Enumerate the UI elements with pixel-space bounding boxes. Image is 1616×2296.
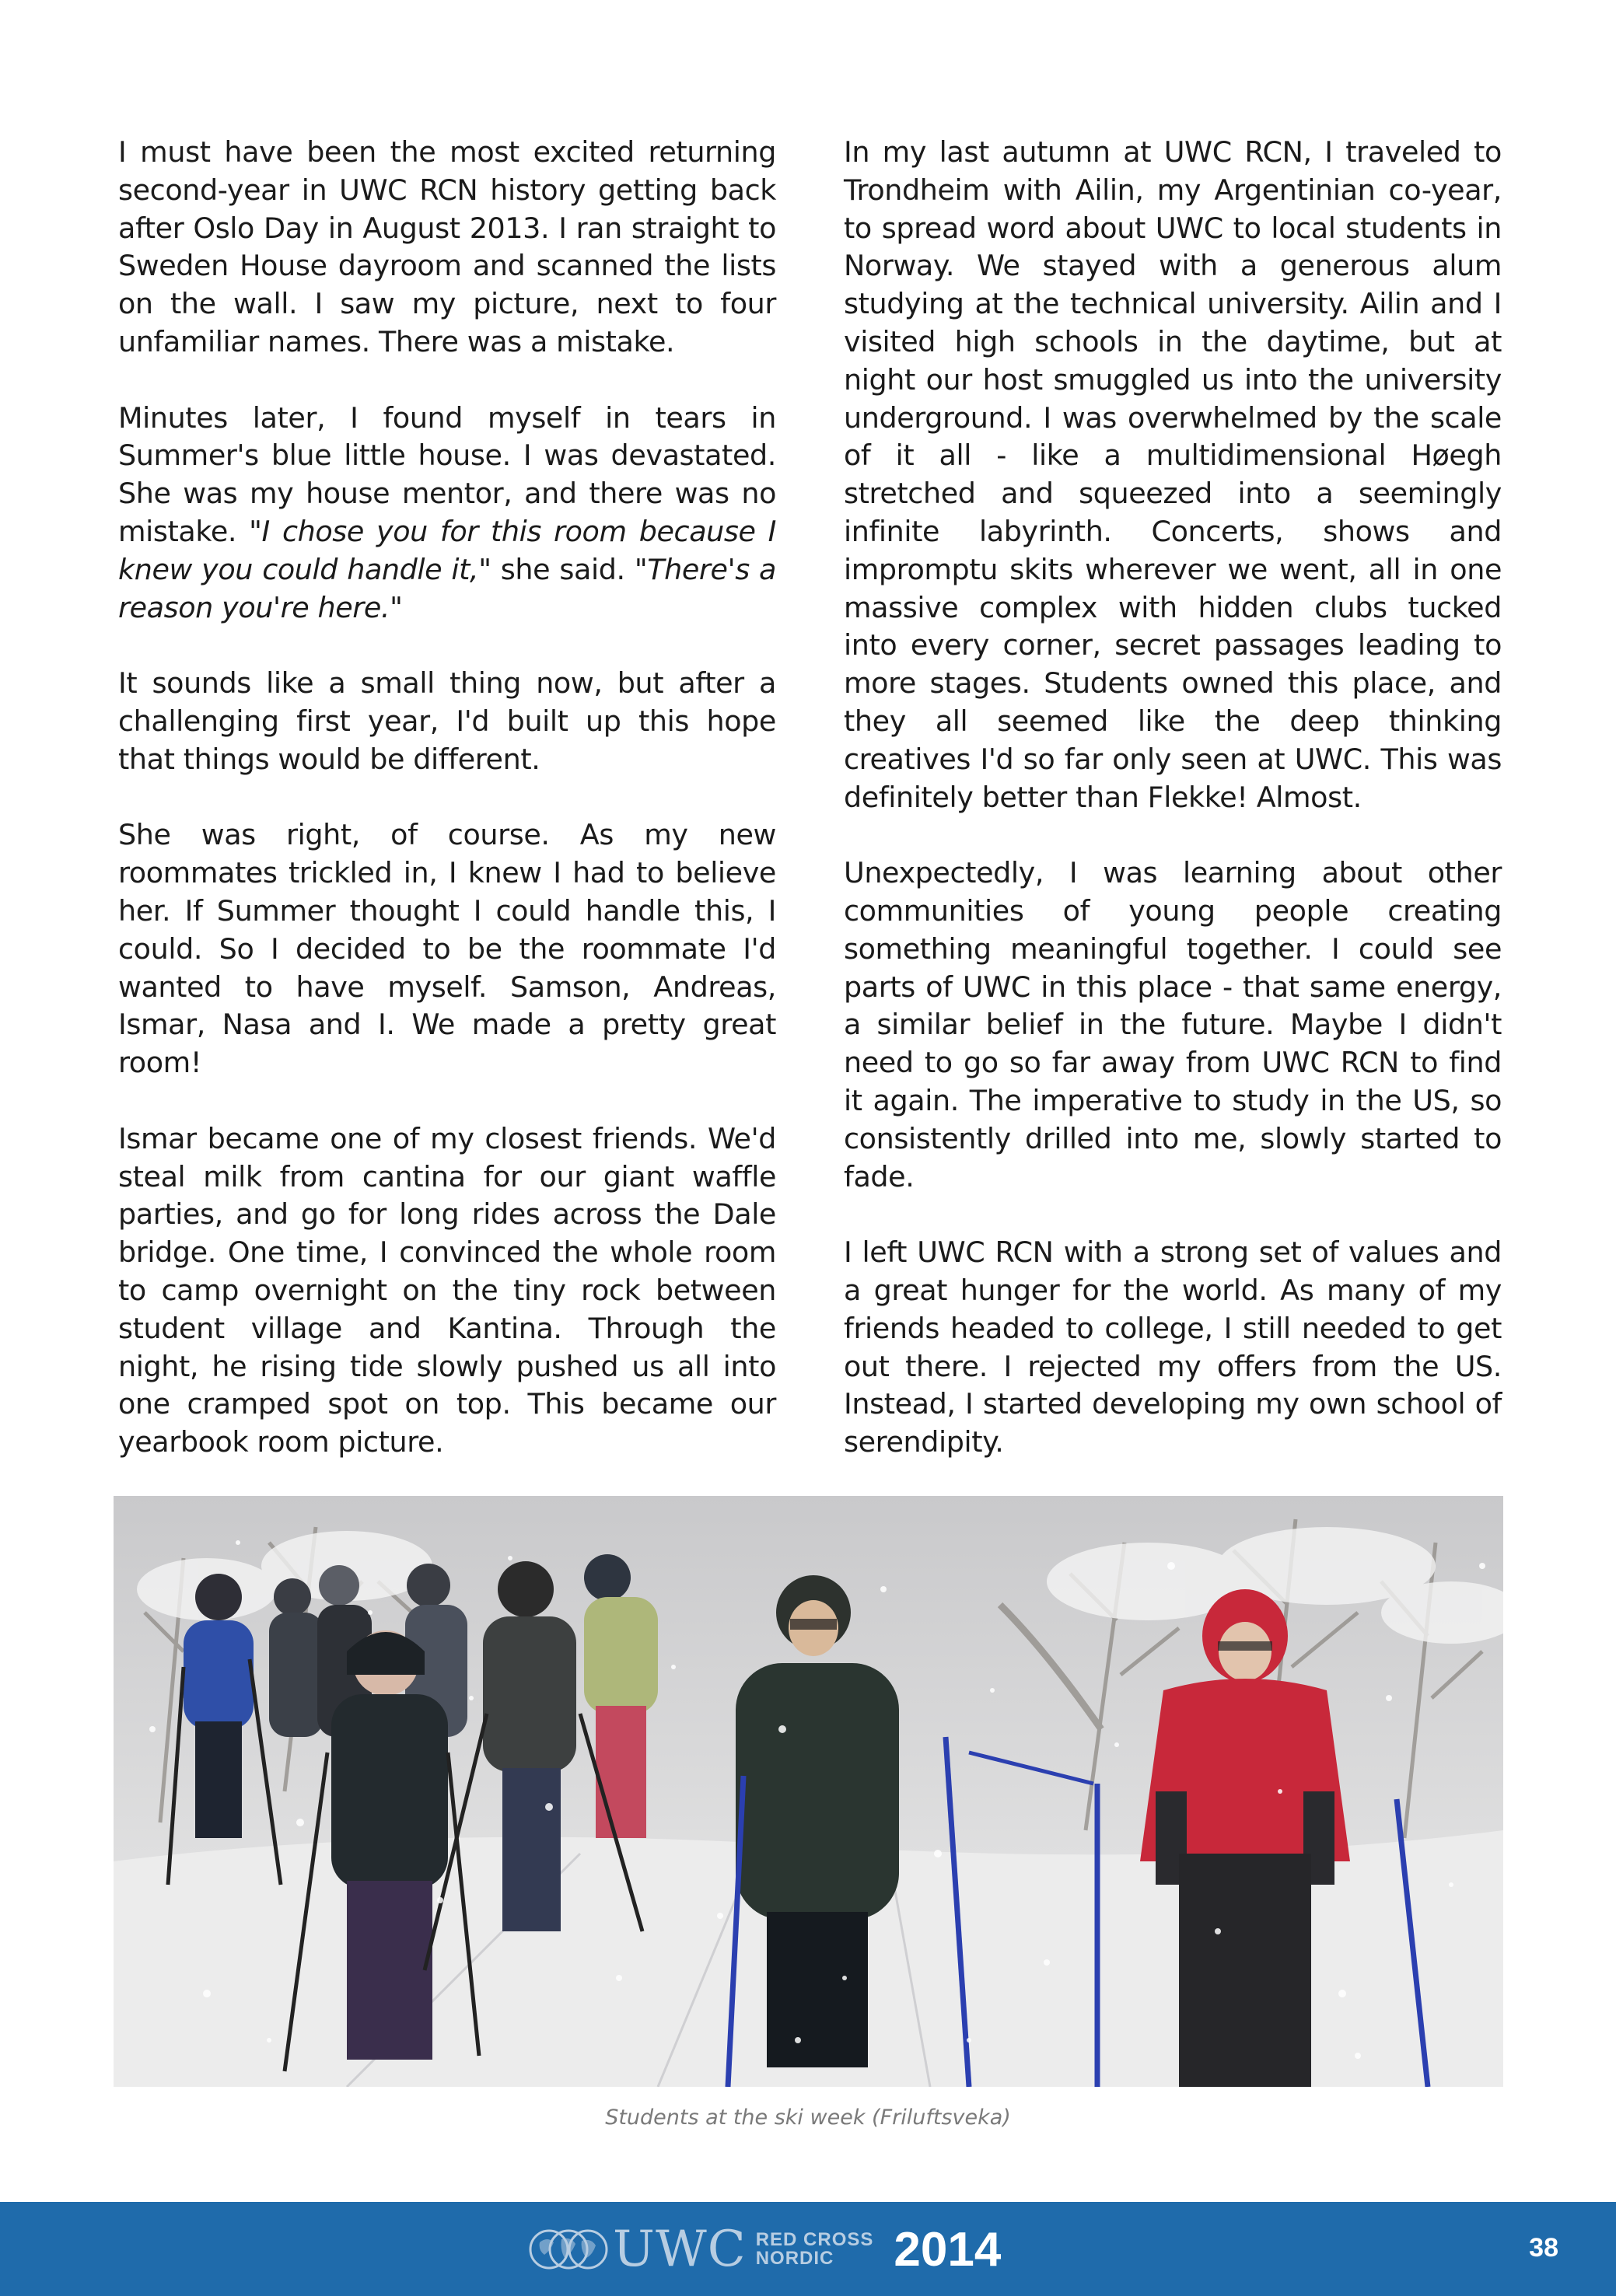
paragraph: It sounds like a small thing now, but after a challenging first year, I'd built up this hope that things would be different. bbox=[118, 666, 776, 776]
logo-subtitle-line-1: RED CROSS bbox=[755, 2229, 874, 2250]
text-run: " she said. " bbox=[478, 552, 648, 586]
logo-subtitle bbox=[756, 2231, 874, 2268]
footer-bar bbox=[0, 2202, 1616, 2296]
page-number: 38 bbox=[1529, 2233, 1558, 2263]
paragraph: In my last autumn at UWC RCN, I traveled to Trondheim with Ailin, my Argentinian co-year, to spread word about UWC to local students in Norway. We stayed with a generous alum studying at the technical university. Ailin and I visited high schools in the daytime, but at night our host smuggled us into the university underground. I was overwhelmed by the scale of it all - like a multidimensional Høegh stretched and squeezed into a seemingly infinite labyrinth. Concerts, shows and impromptu skits wherever we went, all in one massive complex with hidden clubs tucked into every corner, secret passages leading to more stages. Students owned this place, and they all seemed like the deep thinking creatives I'd so far only seen at UWC. This was definitely better than Flekke! Almost. bbox=[844, 135, 1502, 814]
paragraph: I left UWC RCN with a strong set of values and a great hunger for the world. As many of my friends headed to college, I still needed to get out there. I rejected my offers from the US. Instead, I started developing my own school of serendipity. bbox=[844, 1235, 1502, 1459]
ski-week-photo bbox=[114, 1496, 1503, 2087]
quote-italic: There's a reason you're here. bbox=[118, 552, 776, 624]
article-left-column bbox=[118, 134, 776, 1462]
article-right-column bbox=[844, 134, 1502, 1462]
logo-uwc-text: UWC bbox=[613, 2221, 747, 2278]
ski-week-photo-illustration bbox=[114, 1496, 1503, 2087]
logo-subtitle-line-2: NORDIC bbox=[755, 2248, 834, 2269]
paragraph: Ismar became one of my closest friends. We'd steal milk from cantina for our giant waffle parties, and go for long rides across the Dale bridge. One time, I convinced the whole room to camp overnight on the tiny rock between student village and Kantina. Through the night, he rising tide slowly pushed us all into one cramped spot on top. This became our yearbook room picture. bbox=[118, 1121, 776, 1459]
paragraph: Unexpectedly, I was learning about other communities of young people creating something meaningful together. I could see parts of UWC in this place - that same energy, a similar belief in the future. Maybe I didn't need to go so far away from UWC RCN to find it again. The imperative to study in the US, so consistently drilled into me, slowly started to fade. bbox=[844, 856, 1502, 1193]
text-run: " bbox=[390, 590, 403, 624]
photo-caption: Students at the ski week (Friluftsveka) bbox=[605, 2106, 1011, 2130]
quote-italic: I chose you for this room because I knew you could handle it, bbox=[118, 514, 776, 586]
text-run: Minutes later, I found myself in tears in Summer's blue little house. I was devastated. She was my house mentor, and there was no mistake. " bbox=[118, 400, 776, 548]
paragraph: I must have been the most excited returning second-year in UWC RCN history getting back after Oslo Day in August 2013. I ran straight to Sweden House dayroom and scanned the lists on the wall. I saw my picture, next to four unfamiliar names. There was a mistake. bbox=[118, 135, 776, 358]
paragraph bbox=[118, 400, 776, 627]
globes-icon bbox=[526, 2224, 611, 2275]
uwc-rcn-logo bbox=[526, 2222, 1001, 2277]
yearbook-year: 2014 bbox=[894, 2222, 1002, 2277]
paragraph: She was right, of course. As my new roommates trickled in, I knew I had to believe her. If Summer thought I could handle this, I could. So I decided to be the roommate I'd wanted to have myself. Samson, Andreas, Ismar, Nasa and I. We made a pretty great room! bbox=[118, 818, 776, 1080]
